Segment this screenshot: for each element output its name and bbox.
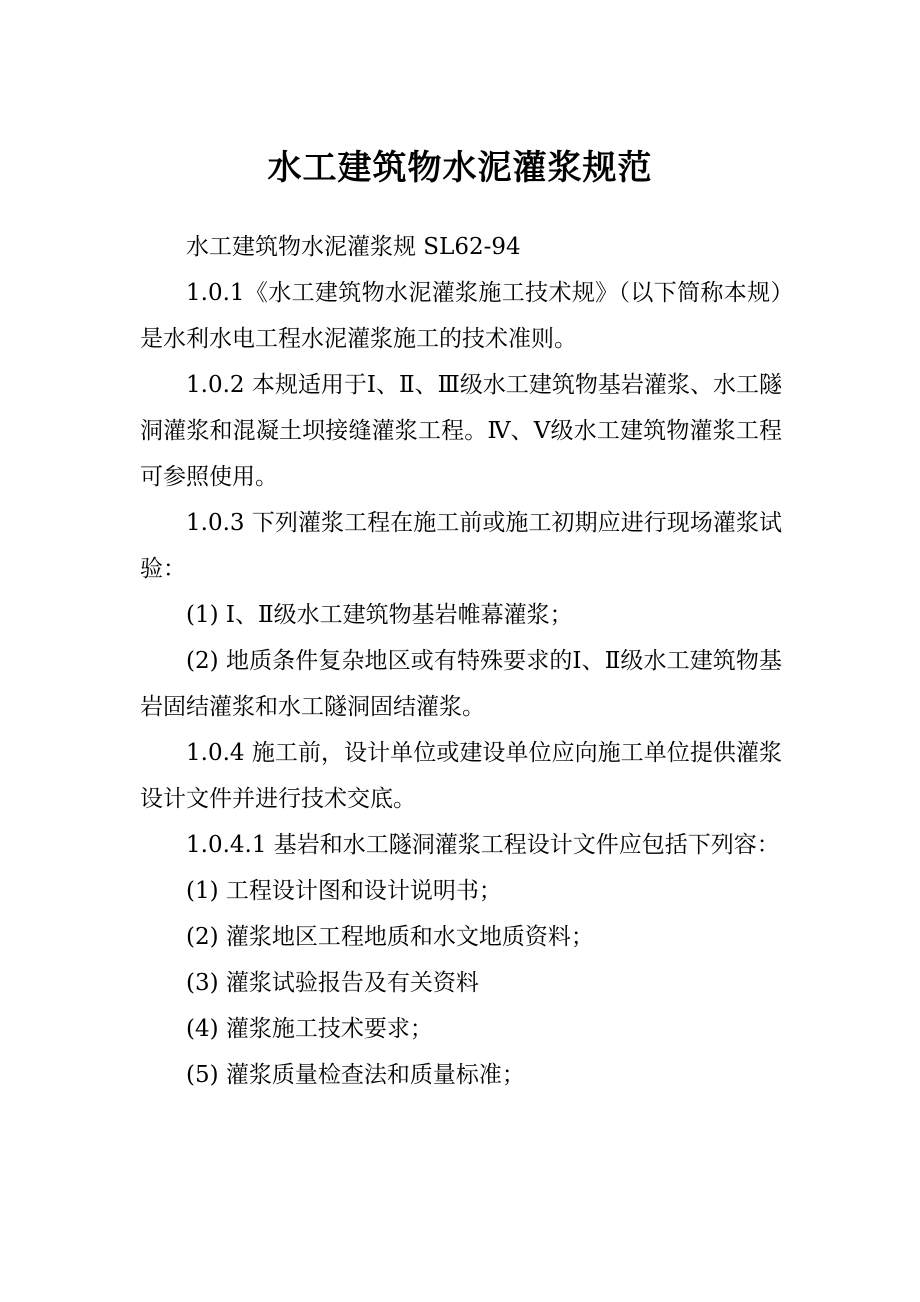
list-item-1-0-4-1-1: (1) 工程设计图和设计说明书； [186, 878, 502, 904]
list-item-1-0-3-1: (1) Ⅰ、Ⅱ级水工建筑物基岩帷幕灌浆； [186, 602, 573, 628]
list-item-1-0-4-1-5: (5) 灌浆质量检查法和质量标准； [186, 1062, 525, 1088]
paragraph-1-0-4: 1.0.4 施工前，设计单位或建设单位应向施工单位提供灌浆设计文件并进行技术交底。 [140, 740, 782, 812]
list-item-1-0-3-2: (2) 地质条件复杂地区或有特殊要求的Ⅰ、Ⅱ级水工建筑物基岩固结灌浆和水工隧洞固结灌浆。 [140, 648, 782, 720]
paragraph-standard-code: 水工建筑物水泥灌浆规 SL62-94 [186, 234, 521, 260]
document-title: 水工建筑物水泥灌浆规范 [267, 148, 653, 188]
paragraph-1-0-1: 1.0.1《水工建筑物水泥灌浆施工技术规》（以下简称本规）是水利水电工程水泥灌浆施工的技术准则。 [140, 280, 782, 352]
document-body [140, 224, 782, 1098]
list-item-1-0-4-1-4: (4) 灌浆施工技术要求； [186, 1016, 433, 1042]
paragraph-1-0-4-1: 1.0.4.1 基岩和水工隧洞灌浆工程设计文件应包括下列容： [186, 832, 780, 858]
list-item-1-0-4-1-3: (3) 灌浆试验报告及有关资料 [186, 970, 479, 996]
list-item-1-0-4-1-2: (2) 灌浆地区工程地质和水文地质资料； [186, 924, 594, 950]
paragraph-1-0-3: 1.0.3 下列灌浆工程在施工前或施工初期应进行现场灌浆试验： [140, 510, 782, 582]
paragraph-1-0-2: 1.0.2 本规适用于Ⅰ、Ⅱ、Ⅲ级水工建筑物基岩灌浆、水工隧洞灌浆和混凝土坝接缝灌浆工程。Ⅳ、Ⅴ级水工建筑物灌浆工程可参照使用。 [140, 372, 782, 490]
